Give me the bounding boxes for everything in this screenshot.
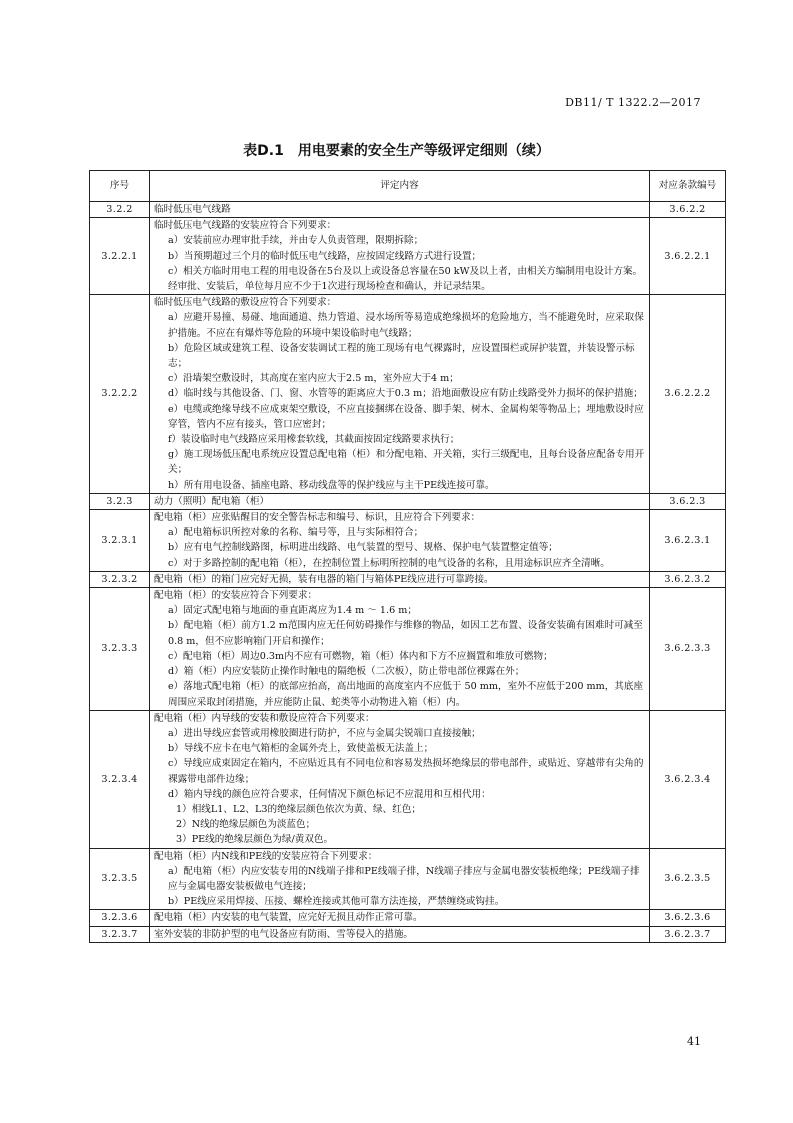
table-body	[90, 202, 726, 943]
evaluation-table	[89, 170, 726, 943]
row-ref-cell: 3.6.2.3.4	[650, 710, 726, 848]
table-row	[90, 218, 726, 295]
standard-code: DB11/ T 1322.2—2017	[565, 96, 701, 109]
content-line: c）沿墙架空敷设时，其高度在室内应大于2.5 m，室外应大于4 m；	[168, 373, 459, 385]
content-line: 2）N线的绝缘层颜色为淡蓝色；	[176, 819, 316, 831]
table-row	[90, 910, 726, 926]
content-line: f）装设临时电气线路应采用橡套软线，其截面按固定线路要求执行；	[168, 434, 460, 446]
row-content-cell	[150, 493, 650, 509]
col-header-index: 序号	[90, 171, 150, 202]
row-index-cell: 3.2.2	[90, 202, 150, 218]
content-line: 室外安装的非防护型的电气设备应有防雨、雪等侵入的措施。	[154, 928, 414, 940]
row-content-cell	[150, 710, 650, 848]
row-ref-cell: 3.6.2.2.1	[650, 218, 726, 295]
content-line: e）落地式配电箱（柜）的底部应抬高，高出地面的高度室内不应低于 50 mm，室外不应低于200 mm，其底座周围应采取封闭措施，并应能防止鼠、蛇类等小动物进入箱（柜）内。	[168, 681, 644, 708]
row-ref-cell: 3.6.2.3	[650, 493, 726, 509]
content-line: 3）PE线的绝缘层颜色为绿/黄双色。	[176, 834, 334, 846]
row-ref-cell: 3.6.2.3.7	[650, 926, 726, 942]
table-row	[90, 571, 726, 587]
row-content-cell	[150, 202, 650, 218]
table-row	[90, 926, 726, 942]
table-header-row	[90, 171, 726, 202]
content-line: 临时低压电气线路的安装应符合下列要求：	[154, 220, 337, 232]
content-line: c）配电箱（柜）周边0.3m内不应有可燃物，箱（柜）体内和下方不应搁置和堆放可燃物；	[168, 650, 553, 662]
row-index-cell: 3.2.3.5	[90, 848, 150, 910]
content-line: 配电箱（柜）内安装的电气装置，应完好无损且动作正常可靠。	[154, 912, 423, 924]
row-index-cell: 3.2.2.2	[90, 295, 150, 494]
row-index-cell: 3.2.3.6	[90, 910, 150, 926]
content-line: a）安装前应办理审批手续，并由专人负责管理，限期拆除；	[168, 235, 424, 247]
row-ref-cell: 3.6.2.2	[650, 202, 726, 218]
content-line: 配电箱（柜）内N线和PE线的安装应符合下列要求：	[154, 850, 378, 862]
content-line: d）箱（柜）内应安装防止操作时触电的隔绝板（二次板），防止带电部位裸露在外；	[168, 666, 525, 678]
row-index-cell: 3.2.3.2	[90, 571, 150, 587]
content-line: b）当预期超过三个月的临时低压电气线路，应按固定线路方式进行设置；	[168, 250, 482, 262]
content-line: d）箱内导线的颜色应符合要求，任何情况下颜色标记不应混用和互相代用：	[168, 788, 491, 800]
row-content-cell	[150, 295, 650, 494]
row-content-cell	[150, 926, 650, 942]
content-line: a）配电箱标识所控对象的名称、编号等，且与实际相符合；	[168, 527, 424, 539]
row-ref-cell: 3.6.2.3.6	[650, 910, 726, 926]
row-ref-cell: 3.6.2.3.5	[650, 848, 726, 910]
content-line: 临时低压电气线路的敷设应符合下列要求：	[154, 297, 337, 309]
content-line: 动力（照明）配电箱（柜）	[154, 495, 270, 507]
row-content-cell	[150, 588, 650, 711]
row-ref-cell: 3.6.2.3.2	[650, 571, 726, 587]
content-line: b）导线不应卡在电气箱柜的金属外壳上，致使盖板无法盖上；	[168, 743, 434, 755]
content-line: b）危险区域或建筑工程、设备安装调试工程的施工现场有电气裸露时，应设置围栏或屏护装置，并装设警示标志；	[168, 342, 635, 370]
row-index-cell: 3.2.3	[90, 493, 150, 509]
row-index-cell: 3.2.3.1	[90, 510, 150, 572]
table-row	[90, 202, 726, 218]
row-index-cell: 3.2.3.4	[90, 710, 150, 848]
row-content-cell	[150, 848, 650, 910]
content-line: e）电缆或绝缘导线不应成束架空敷设，不应直接捆绑在设备、脚手架、树木、金属构架等物品上；埋地敷设时应穿管，管内不应有接头，管口应密封；	[168, 403, 644, 430]
content-line: 1）相线L1、L2、L3的绝缘层颜色依次为黄、绿、红色；	[176, 803, 421, 815]
content-line: g）施工现场低压配电系统应设置总配电箱（柜）和分配电箱、开关箱，实行三级配电，且每台设备应配备专用开关；	[168, 449, 645, 476]
col-header-ref: 对应条款编号	[650, 171, 726, 202]
content-line: a）进出导线应套管或用橡胶圈进行防护，不应与金属尖锐端口直接接触；	[168, 727, 481, 739]
content-line: b）PE线应采用焊接、压接、螺栓连接或其他可靠方法连接，严禁缠绕或钩挂。	[168, 896, 505, 908]
row-ref-cell: 3.6.2.3.1	[650, 510, 726, 572]
content-line: h）所有用电设备、插座电路、移动线盘等的保护线应与主干PE线连接可靠。	[168, 479, 495, 491]
row-content-cell	[150, 510, 650, 572]
col-header-content: 评定内容	[150, 171, 650, 202]
row-content-cell	[150, 218, 650, 295]
row-content-cell	[150, 571, 650, 587]
content-line: a）应避开易撞、易碰、地面通道、热力管道、浸水场所等易造成绝缘损坏的危险地方，当不能避免时，应采取保护措施。不应在有爆炸等危险的环境中架设临时电气线路；	[168, 312, 644, 339]
row-index-cell: 3.2.3.3	[90, 588, 150, 711]
content-line: 临时低压电气线路	[154, 204, 231, 215]
table-row	[90, 848, 726, 910]
table-row	[90, 493, 726, 509]
content-line: a）固定式配电箱与地面的垂直距离应为1.4 m ～ 1.6 m；	[168, 605, 417, 617]
row-ref-cell: 3.6.2.2.2	[650, 295, 726, 494]
content-line: c）相关方临时用电工程的用电设备在5台及以上或设备总容量在50 kW及以上者，由相关方编制用电设计方案。经审批、安装后，单位每月应不少于1次进行现场检查和确认，并记录结果。	[168, 265, 643, 293]
row-ref-cell: 3.6.2.3.3	[650, 588, 726, 711]
table-title: 表D.1 用电要素的安全生产等级评定细则（续）	[243, 143, 550, 159]
content-line: 配电箱（柜）内导线的安装和敷设应符合下列要求：	[154, 712, 375, 724]
content-line: 配电箱（柜）的安装应符合下列要求：	[154, 590, 318, 602]
row-content-cell	[150, 910, 650, 926]
row-index-cell: 3.2.2.1	[90, 218, 150, 295]
content-line: 配电箱（柜）的箱门应完好无损，装有电器的箱门与箱体PE线应进行可靠跨接。	[154, 573, 494, 585]
table-row	[90, 588, 726, 711]
content-line: b）配电箱（柜）前方1.2 m范围内应无任何妨碍操作与维修的物品，如因工艺布置、设备安装确有困难时可减至0.8 m，但不应影响箱门开启和操作；	[168, 620, 643, 647]
table-row	[90, 295, 726, 494]
row-index-cell: 3.2.3.7	[90, 926, 150, 942]
content-line: b）应有电气控制线路图，标明进出线路、电气装置的型号、规格、保护电气装置整定值等；	[168, 542, 558, 554]
table-row	[90, 710, 726, 848]
page-number: 41	[687, 1035, 701, 1048]
content-line: a）配电箱（柜）内应安装专用的N线端子排和PE线端子排，N线端子排应与金属电器安装板绝缘；PE线端子排应与金属电器安装板做电气连接；	[168, 865, 640, 892]
content-line: d）临时线与其他设备、门、窗、水管等的距离应大于0.3 m；沿地面敷设应有防止线路受外力损坏的保护措施；	[168, 388, 643, 400]
content-line: 配电箱（柜）应张贴醒目的安全警告标志和编号、标识，且应符合下列要求：	[154, 512, 481, 524]
content-line: c）对于多路控制的配电箱（柜），在控制位置上标明所控制的电气设备的名称，且用途标识应齐全清晰。	[168, 557, 610, 569]
content-line: c）导线应成束固定在箱内，不应贴近具有不同电位和容易发热损坏绝缘层的带电部件，或贴近、穿越带有尖角的裸露带电部件边缘；	[168, 758, 644, 785]
table-row	[90, 510, 726, 572]
